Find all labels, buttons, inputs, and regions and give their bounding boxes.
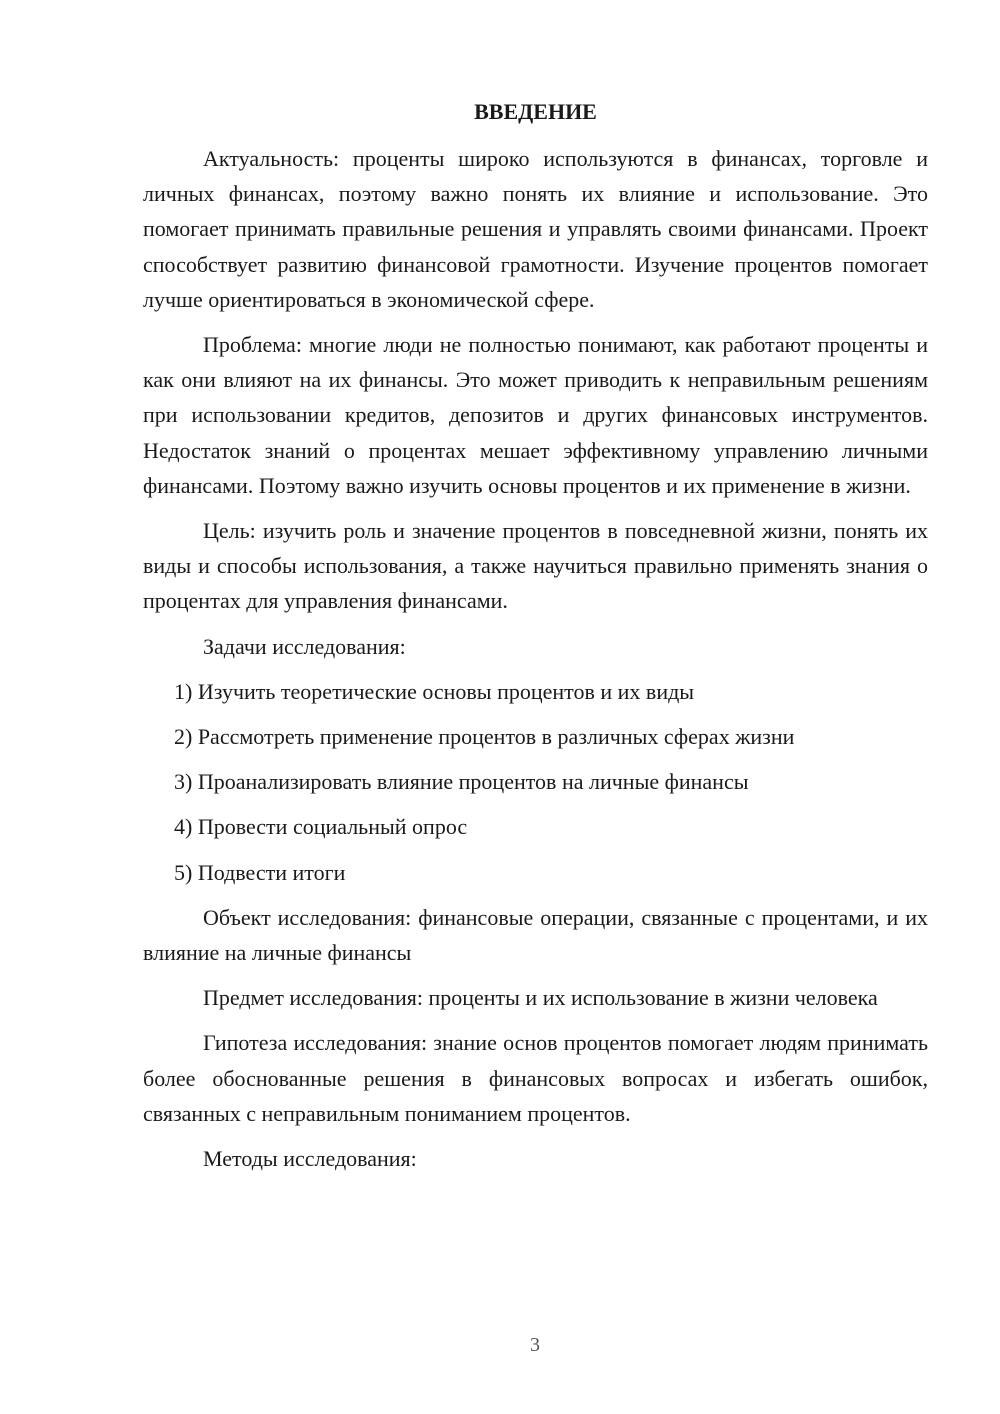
- task-item: 4) Провести социальный опрос: [174, 814, 468, 840]
- relevance-paragraph: Актуальность: проценты широко используются в финансах, торговле и личных финансах, поэтому важно понять их влияние и использование. Это помогает принимать правильные решения и управлять своими финансами. Проект способствует развитию финансовой грамотности. Изучение процентов помогает лучше ориентироваться в экономической сфере.: [143, 146, 928, 312]
- task-item: 1) Изучить теоретические основы процентов и их виды: [174, 678, 695, 704]
- task-item: 5) Подвести итоги: [174, 859, 346, 885]
- page-title: ВВЕДЕНИЕ: [474, 99, 597, 124]
- task-item: 3) Проанализировать влияние процентов на личные финансы: [174, 769, 749, 795]
- goal-paragraph: Цель: изучить роль и значение процентов в повседневной жизни, понять их виды и способы использования, а также научиться правильно применять знания о процентах для управления финансами.: [143, 518, 928, 614]
- task-item: 2) Рассмотреть применение процентов в различных сферах жизни: [174, 724, 795, 750]
- subject-paragraph: Предмет исследования: проценты и их использование в жизни человека: [203, 985, 878, 1011]
- hypothesis-paragraph: Гипотеза исследования: знание основ процентов помогает людям принимать более обоснованные решения в финансовых вопросах и избегать ошибок, связанных с неправильным пониманием процентов.: [143, 1030, 928, 1126]
- object-paragraph: Объект исследования: финансовые операции, связанные с процентами, и их влияние на личные финансы: [143, 904, 928, 966]
- document-page: [143, 94, 928, 1186]
- tasks-heading: Задачи исследования:: [203, 633, 406, 659]
- page-number: 3: [530, 1334, 540, 1356]
- methods-heading: Методы исследования:: [203, 1146, 417, 1172]
- problem-paragraph: Проблема: многие люди не полностью понимают, как работают проценты и как они влияют на их финансы. Это может приводить к неправильным решениям при использовании кредитов, депозитов и других финансовых инструментов. Недостаток знаний о процентах мешает эффективному управлению личными финансами. Поэтому важно изучить основы процентов и их применение в жизни.: [143, 332, 928, 498]
- task-list: [143, 674, 928, 890]
